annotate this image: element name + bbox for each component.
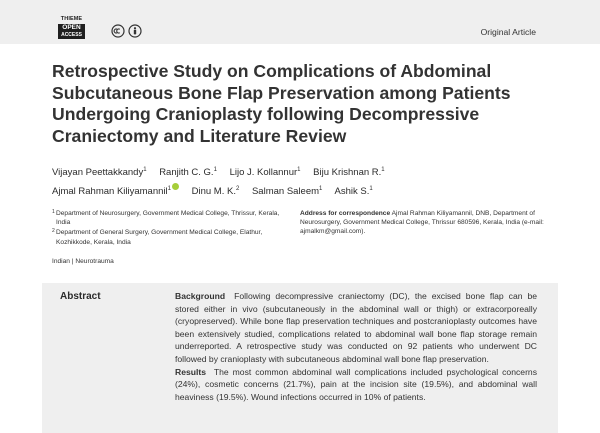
background-text: Following decompressive craniectomy (DC), the excised bone flap can be stored either in vivo (subcutaneously in the abdominal wall or thigh) or extracorporeally (cryopreserved). While bone flap preservation techniques and postcranioplasty outcomes have been extensively studied, complications related to abdominal wall bone flap storage remain underreported. A retrospective study was conducted on 92 patients who underwent DC followed by cranioplasty with subcutaneous abdominal wall bone flap preservation. bbox=[175, 291, 538, 364]
affiliation-item bbox=[52, 209, 282, 227]
author-name-text: Dinu M. K. bbox=[191, 186, 236, 198]
logo-line-3: ACCESS bbox=[58, 32, 85, 39]
cc-by-license-icons[interactable] bbox=[111, 24, 145, 38]
author-name-text: Ranjith C. G. bbox=[159, 167, 214, 179]
author-name-text: Biju Krishnan R. bbox=[313, 167, 382, 179]
article-type-label: Original Article bbox=[480, 27, 536, 37]
results-label: Results bbox=[175, 366, 207, 377]
orcid-icon[interactable] bbox=[172, 183, 179, 190]
author-affil-sup: 1 bbox=[297, 167, 301, 173]
logo-line-2: OPEN bbox=[58, 24, 85, 32]
thieme-open-access-logo[interactable] bbox=[58, 16, 85, 40]
author-name[interactable] bbox=[313, 167, 384, 178]
affiliation-text: Department of Neurosurgery, Government Medical College, Thrissur, Kerala, India bbox=[56, 210, 280, 227]
author-list bbox=[52, 162, 572, 200]
author-name[interactable] bbox=[52, 167, 147, 178]
affiliation-number: 1 bbox=[52, 209, 55, 215]
author-affil-sup: 1 bbox=[213, 167, 217, 173]
abstract-body bbox=[175, 290, 537, 403]
affiliation-number: 2 bbox=[52, 228, 55, 235]
cc-icon bbox=[112, 25, 124, 37]
author-affil-sup: 1 bbox=[143, 167, 147, 173]
author-name-text: Vijayan Peettakkandy bbox=[52, 167, 144, 179]
author-name[interactable] bbox=[230, 167, 301, 178]
author-row-2 bbox=[52, 181, 572, 200]
by-person-icon bbox=[129, 25, 141, 37]
author-name-text: Ashik S. bbox=[334, 186, 370, 198]
author-name-text: Lijo J. Kollannur bbox=[229, 167, 298, 179]
background-label: Background bbox=[175, 291, 226, 301]
correspondence-label: Address for correspondence bbox=[300, 210, 391, 217]
logo-line-1: THIEME bbox=[60, 16, 83, 22]
author-name[interactable] bbox=[192, 186, 240, 197]
affiliations bbox=[52, 209, 282, 248]
author-affil-sup: 1 bbox=[319, 186, 323, 193]
author-name[interactable] bbox=[159, 167, 217, 178]
author-name[interactable] bbox=[252, 186, 322, 197]
abstract-results bbox=[175, 366, 537, 404]
correspondence-address bbox=[300, 209, 550, 237]
author-affil-sup: 1 bbox=[369, 186, 373, 193]
author-affil-sup: 1 bbox=[167, 186, 171, 193]
author-row-1 bbox=[52, 162, 572, 181]
author-name-text: Salman Saleem bbox=[251, 186, 320, 198]
abstract-heading: Abstract bbox=[60, 291, 101, 302]
author-affil-sup: 1 bbox=[381, 167, 385, 173]
author-name-text: Ajmal Rahman Kiliyamannil bbox=[52, 186, 168, 198]
abstract-background bbox=[175, 290, 537, 366]
author-name[interactable] bbox=[52, 186, 179, 197]
correspondence-text: Ajmal Rahman Kiliyamannil, DNB, Department of Neurosurgery, Government Medical College, Thrissur 680596, Kerala, India (e-mail: ajmalkm@gmail.com). bbox=[300, 210, 544, 236]
paper-title: Retrospective Study on Complications of Abdominal Subcutaneous Bone Flap Preservation among Patients Undergoing Cranioplasty following Decompressive Craniectomy and Literature Review bbox=[52, 61, 511, 146]
results-text: The most common abdominal wall complications included psychological concerns (24%), cosmetic concerns (21.7%), pain at the incision site (19.5%), and abdominal wall heaviness (19.5%). Wound infections occurred in 10% of patients. bbox=[175, 366, 538, 402]
affiliation-item bbox=[52, 228, 282, 246]
author-name[interactable] bbox=[335, 186, 373, 197]
author-affil-sup: 2 bbox=[235, 186, 240, 193]
affiliation-text: Department of General Surgery, Government Medical College, Elathur, Kozhikkode, Kerala, India bbox=[56, 229, 263, 246]
journal-header-band bbox=[0, 0, 600, 44]
subject-category: Indian | Neurotrauma bbox=[52, 258, 114, 265]
